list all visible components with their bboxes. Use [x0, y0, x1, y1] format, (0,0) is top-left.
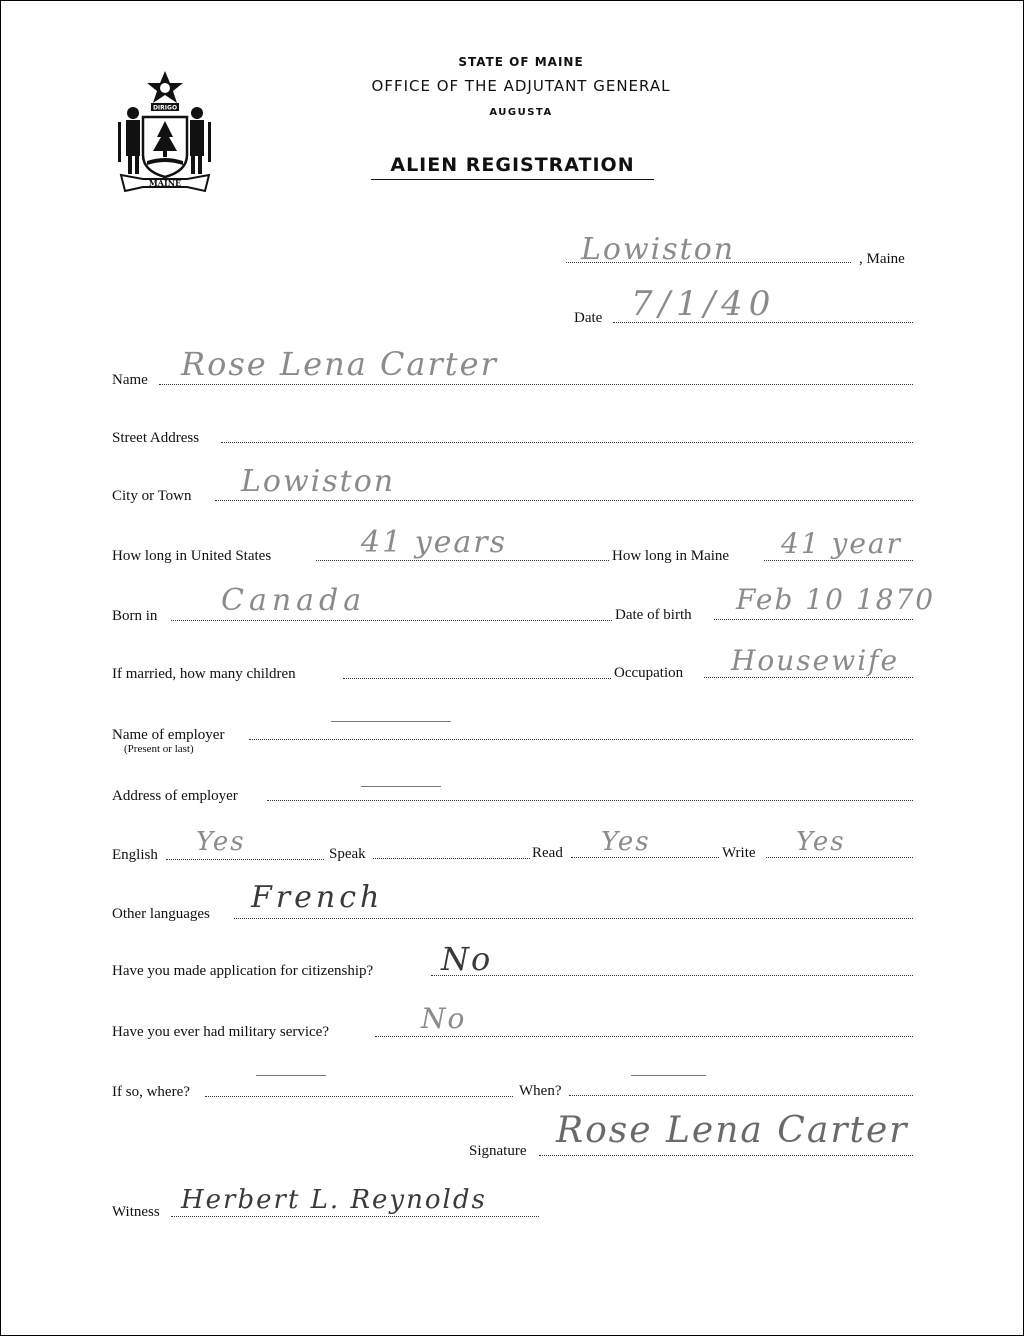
name-label: Name	[112, 372, 148, 388]
occupation-label: Occupation	[614, 665, 684, 681]
town-entry: Lowiston	[581, 232, 736, 267]
military-label: Have you ever had military service?	[112, 1024, 329, 1040]
employer-address-dash	[361, 786, 441, 787]
date-entry: 7/1/40	[631, 284, 777, 324]
employer-address-line	[267, 800, 913, 801]
born-in-line	[171, 620, 612, 621]
speak-line	[373, 858, 530, 859]
employer-name-dash	[331, 721, 451, 722]
header-office: OFFICE OF THE ADJUTANT GENERAL	[371, 77, 671, 95]
name-line	[159, 384, 913, 385]
witness-line	[171, 1216, 539, 1217]
seal-motto: DIRIGO	[152, 104, 178, 112]
write-line	[766, 857, 913, 858]
employer-name-label: Name of employer	[112, 727, 225, 743]
speak-label: Speak	[329, 846, 366, 862]
where-dash	[256, 1075, 326, 1076]
date-of-birth-line	[714, 619, 913, 620]
read-label: Read	[532, 845, 563, 861]
born-in-label: Born in	[112, 608, 158, 624]
employer-address-label: Address of employer	[112, 788, 238, 804]
other-languages-line	[234, 918, 913, 919]
city-entry: Lowiston	[241, 464, 396, 499]
military-line	[375, 1036, 913, 1037]
seal-ribbon-text: MAINE	[148, 178, 182, 188]
signature-label: Signature	[469, 1143, 527, 1159]
how-long-maine-label: How long in Maine	[612, 548, 730, 564]
where-line	[205, 1096, 513, 1097]
how-long-us-line	[316, 560, 609, 561]
city-line	[215, 500, 913, 501]
street-address-label: Street Address	[112, 430, 200, 446]
military-entry: No	[421, 1002, 467, 1035]
how-long-maine-entry: 41 year	[781, 527, 902, 560]
witness-label: Witness	[112, 1204, 160, 1220]
write-entry: Yes	[796, 827, 846, 857]
when-line	[569, 1095, 913, 1096]
date-of-birth-label: Date of birth	[615, 607, 692, 623]
citizenship-entry: No	[441, 940, 493, 978]
signature-entry: Rose Lena Carter	[556, 1110, 909, 1151]
when-label: When?	[519, 1083, 562, 1099]
children-line	[343, 678, 611, 679]
form-title: ALIEN REGISTRATION	[371, 154, 654, 180]
citizenship-line	[431, 975, 913, 976]
write-label: Write	[722, 845, 756, 861]
how-long-us-label: How long in United States	[112, 548, 272, 564]
citizenship-label: Have you made application for citizenship?	[112, 963, 374, 979]
date-of-birth-entry: Feb 10 1870	[736, 583, 936, 616]
name-entry: Rose Lena Carter	[181, 345, 498, 383]
occupation-entry: Housewife	[731, 644, 900, 677]
read-line	[571, 857, 719, 858]
date-label: Date	[574, 310, 603, 326]
children-label: If married, how many children	[112, 666, 296, 682]
employer-name-line	[249, 739, 913, 740]
read-entry: Yes	[601, 827, 651, 857]
maine-label: , Maine	[859, 251, 905, 267]
employer-note: (Present or last)	[124, 743, 194, 755]
street-address-line	[221, 442, 913, 443]
occupation-line	[704, 677, 913, 678]
maine-state-seal-icon	[113, 67, 217, 197]
english-entry: Yes	[196, 827, 246, 857]
when-dash	[631, 1075, 706, 1076]
other-languages-label: Other languages	[112, 906, 210, 922]
header-city: AUGUSTA	[489, 107, 553, 118]
born-in-entry: Canada	[221, 583, 367, 618]
english-label: English	[112, 847, 158, 863]
other-languages-entry: French	[251, 880, 384, 915]
city-label: City or Town	[112, 488, 192, 504]
how-long-maine-line	[764, 560, 913, 561]
how-long-us-entry: 41 years	[361, 525, 508, 560]
english-line	[166, 859, 324, 860]
header-state: STATE OF MAINE	[458, 55, 584, 69]
signature-line	[539, 1155, 913, 1156]
where-label: If so, where?	[112, 1084, 190, 1100]
witness-entry: Herbert L. Reynolds	[181, 1185, 487, 1215]
